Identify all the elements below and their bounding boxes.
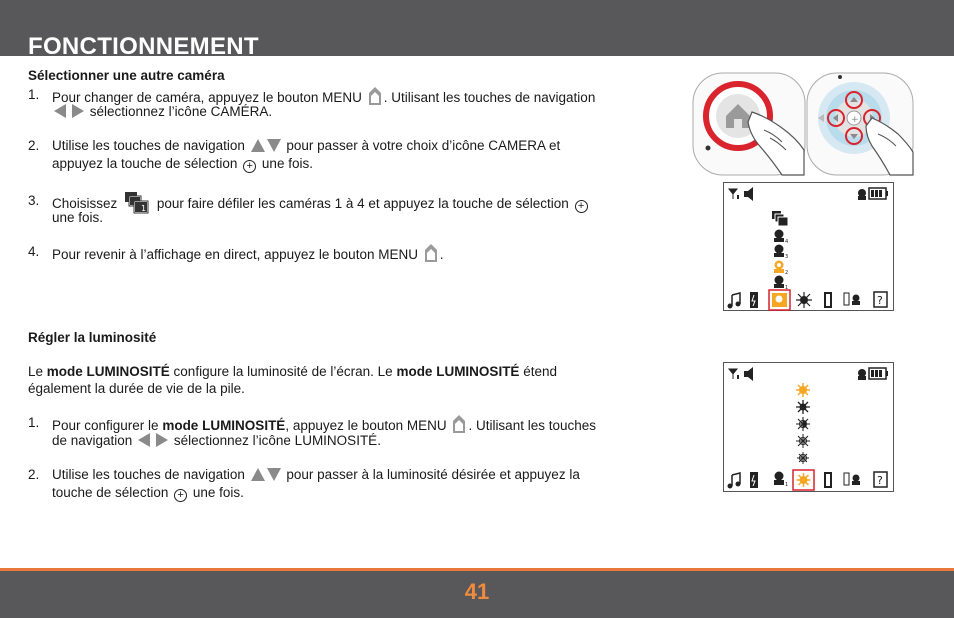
step-text-part: appuyez la touche de sélection: [52, 156, 238, 171]
step-number: 3.: [28, 193, 40, 208]
step-text-part: , appuyez le bouton MENU: [285, 418, 447, 433]
temperature-icon: [824, 472, 832, 488]
page-number: 41: [464, 579, 490, 604]
home-icon: [368, 86, 382, 106]
pair-icon: [844, 473, 860, 485]
brightness-icon: [796, 400, 810, 414]
step-number: 1.: [28, 87, 40, 102]
step-text: [52, 137, 560, 157]
lcd-camera-menu: [723, 182, 894, 311]
intro-part: étend: [519, 364, 557, 379]
select-plus-icon: +: [575, 200, 588, 213]
left-right-arrows-icon: [54, 104, 84, 123]
svg-text:1: 1: [785, 285, 789, 291]
step-text-part: .: [439, 247, 444, 262]
step-text: [52, 466, 580, 486]
step-text-part: Pour revenir à l’affichage en direct, appuyez le bouton MENU: [52, 247, 418, 262]
step-text-part: Pour configurer le: [52, 418, 163, 433]
navigation-pad-illustration: [806, 72, 914, 176]
battery-icon: [869, 188, 888, 199]
page-title: FONCTIONNEMENT: [28, 33, 259, 60]
svg-text:+: +: [851, 115, 859, 125]
camera-stack-icon: [772, 211, 788, 226]
step-text-part: une fois.: [192, 485, 244, 500]
camera-icon: [774, 261, 788, 277]
talk-icon: [750, 472, 758, 488]
intro-bold: mode LUMINOSITÉ: [46, 364, 170, 379]
intro-part: Le: [28, 364, 47, 379]
step-text-part: Utilise les touches de navigation: [52, 138, 245, 153]
step-text-part: sélectionnez l’icône LUMINOSITÉ.: [173, 433, 381, 448]
brightness-icon: [796, 434, 810, 448]
step-text: [52, 155, 313, 173]
svg-text:3: 3: [785, 254, 789, 260]
brightness-icon: [797, 473, 811, 487]
step-text: [52, 243, 444, 264]
camera-icon: [774, 230, 788, 246]
step-number: 2.: [28, 138, 40, 153]
brightness-icon: [797, 452, 809, 464]
brightness-icon: [796, 292, 812, 308]
svg-text:?: ?: [877, 294, 883, 307]
step-text-part: touche de sélection: [52, 485, 169, 500]
up-down-arrows-icon: [251, 468, 281, 486]
step-text: [52, 192, 590, 219]
step-text: [52, 103, 272, 123]
step-text-part: sélectionnez l’icône CAMÉRA.: [89, 104, 273, 119]
section-title-camera: Sélectionner une autre caméra: [28, 68, 225, 83]
step-number: 2.: [28, 467, 40, 482]
signal-icon: [729, 369, 739, 379]
select-plus-icon: +: [174, 489, 187, 502]
svg-text:4: 4: [785, 239, 789, 245]
camera-icon: [774, 245, 788, 261]
battery-icon: [869, 368, 888, 379]
home-icon: [424, 243, 438, 263]
step-text-part: Utilise les touches de navigation: [52, 467, 245, 482]
step-text-part: pour passer à votre choix d’icône CAMERA et: [286, 138, 561, 153]
step-number: 1.: [28, 415, 40, 430]
step-text-part: une fois.: [261, 156, 313, 171]
svg-text:2: 2: [785, 270, 789, 276]
step-text: [52, 484, 244, 502]
step-text-part: pour passer à la luminosité désirée et appuyez la: [286, 467, 580, 482]
lcd-brightness-menu: [723, 362, 894, 492]
step-text-part: de navigation: [52, 433, 133, 448]
step-text-part: Pour changer de caméra, appuyez le bouton MENU: [52, 90, 362, 105]
intro-bold: mode LUMINOSITÉ: [396, 364, 520, 379]
svg-text:?: ?: [877, 474, 883, 487]
speaker-icon: [744, 187, 753, 201]
svg-text:1: 1: [785, 482, 789, 488]
intro-part: configure la luminosité de l’écran. Le: [169, 364, 397, 379]
help-icon: [874, 472, 887, 487]
pair-icon: [844, 293, 860, 305]
signal-icon: [729, 189, 739, 199]
home-icon: [452, 414, 466, 434]
music-note-icon: [728, 473, 741, 489]
select-plus-icon: +: [243, 160, 256, 173]
step-number: 4.: [28, 244, 40, 259]
step-text-part: pour faire défiler les caméras 1 à 4 et appuyez la touche de sélection: [156, 196, 569, 211]
brightness-icon: [796, 383, 810, 397]
svg-text:1: 1: [141, 204, 147, 213]
step-text: une fois.: [52, 210, 104, 225]
step-text-part: . Utilisant les touches: [468, 418, 596, 433]
help-icon: [874, 292, 887, 307]
section-title-brightness: Régler la luminosité: [28, 330, 157, 345]
talk-icon: [750, 292, 758, 308]
temperature-icon: [824, 292, 832, 308]
menu-button-illustration: [692, 72, 806, 176]
camera-icon: [858, 189, 866, 200]
speaker-icon: [744, 367, 753, 381]
music-note-icon: [728, 293, 741, 309]
step-text: [52, 432, 381, 452]
step-text-part: . Utilisant les touches de navigation: [383, 90, 596, 105]
camera-icon: [774, 276, 788, 292]
step-text-part: Choisissez: [52, 196, 118, 211]
intro-text: [28, 363, 557, 381]
camera-icon: [858, 369, 866, 380]
brightness-icon: [796, 417, 810, 431]
step-text-bold: mode LUMINOSITÉ: [162, 418, 286, 433]
camera-stack-icon: [125, 192, 149, 219]
left-right-arrows-icon: [138, 433, 168, 452]
intro-text: également la durée de vie de la pile.: [28, 381, 245, 396]
camera-icon: [774, 472, 788, 489]
